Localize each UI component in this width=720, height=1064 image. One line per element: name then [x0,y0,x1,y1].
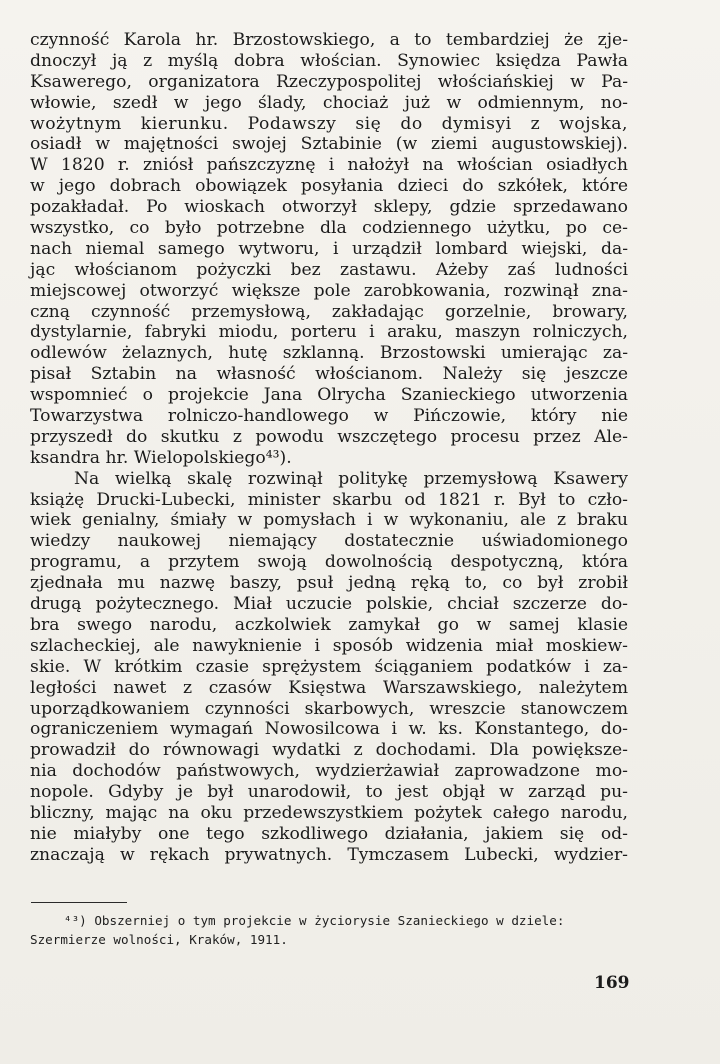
text-line: ograniczeniem wymagań Nowosilcowa i w. ks. Konstantego, do- [30,719,628,740]
text-line: w jego dobrach obowiązek posyłania dzieci do szkółek, które [30,176,628,197]
page-number: 169 [594,973,630,993]
text-line: bra swego narodu, aczkolwiek zamykał go w samej klasie [30,614,628,635]
text-line: ksandra hr. Wielopolskiego⁴³). [30,447,292,468]
text-line: wszystko, co było potrzebne dla codziennego użytku, po ce- [30,218,628,239]
text-line: W 1820 r. zniósł pańszczyznę i nałożył na włościan osiadłych [30,155,628,176]
text-line: nie miałyby one tego szkodliwego działania, jakiem się od- [30,823,628,844]
text-line: pisał Sztabin na własność włościanom. Należy się jeszcze [30,364,628,385]
text-line: miejscowej otworzyć większe pole zarobkowania, rozwinął zna- [30,280,628,301]
text-line: znaczają w rękach prywatnych. Tymczasem Lubecki, wydzier- [30,844,628,865]
text-line: skie. W krótkim czasie sprężystem ściąganiem podatków i za- [30,656,628,677]
text-line: wiek genialny, śmiały w pomysłach i w wykonaniu, ale z braku [30,510,628,531]
text-line: czną czynność przemysłową, zakładając gorzelnie, browary, [30,301,628,322]
footnote [30,911,650,949]
text-line: wspomnieć o projekcie Jana Olrycha Szanieckiego utworzenia [30,385,628,406]
text-line: zjednała mu nazwę baszy, psuł jedną ręką to, co był zrobił [30,573,628,594]
text-line: drugą pożytecznego. Miał uczucie polskie, chciał szczerze do- [30,594,628,615]
text-line: osiadł w majętności swojej Sztabinie (w ziemi augustowskiej). [30,134,628,155]
text-line: książę Drucki-Lubecki, minister skarbu od 1821 r. Był to czło- [30,489,628,510]
text-line: czynność Karola hr. Brzostowskiego, a to tembardziej że zje- [30,30,628,50]
footnote-line: Szermierze wolności, Kraków, 1911. [30,932,288,947]
text-line: Ksawerego, organizatora Rzeczypospolitej włościańskiej w Pa- [30,71,628,92]
text-line: programu, a przytem swoją dowolnością despotyczną, która [30,552,628,573]
text-line: ległości nawet z czasów Księstwa Warszawskiego, należytem [30,677,628,698]
text-line: przyszedł do skutku z powodu wszczętego procesu przez Ale- [30,426,628,447]
text-line: bliczny, mając na oku przedewszystkiem pożytek całego narodu, [30,802,628,823]
text-line: dnoczył ją z myślą dobra włościan. Synowiec księdza Pawła [30,50,628,71]
text-line: nach niemal samego wytworu, i urządził lombard wiejski, da- [30,238,628,259]
text-line: Na wielką skalę rozwinął politykę przemysłową Ksawery [74,468,628,489]
text-line: nia dochodów państwowych, wydzierżawiał zaprowadzone mo- [30,761,628,782]
text-line: wiedzy naukowej niemający dostatecznie uświadomionego [30,531,628,552]
text-line: wożytnym kierunku. Podawszy się do dymisyi z wojska, [30,113,628,134]
text-line: dystylarnie, fabryki miodu, porteru i araku, maszyn rolniczych, [30,322,628,343]
text-line: nopole. Gdyby je był unarodowił, to jest objął w zarząd pu- [30,782,628,803]
text-line: pozakładał. Po wioskach otworzył sklepy, gdzie sprzedawano [30,197,628,218]
main-text [30,30,628,866]
text-line: uporządkowaniem czynności skarbowych, wreszcie stanowczem [30,698,628,719]
text-line: prowadził do równowagi wydatki z dochodami. Dla powiększe- [30,740,628,761]
footnote-divider [31,902,127,903]
text-line: Towarzystwa rolniczo-handlowego w Pińczowie, który nie [30,406,628,427]
text-line: odlewów żelaznych, hutę szklanną. Brzostowski umierając za- [30,343,628,364]
text-line: szlacheckiej, ale nawyknienie i sposób widzenia miał moskiew- [30,635,628,656]
text-line: jąc włościanom pożyczki bez zastawu. Ażeby zaś ludności [30,259,628,280]
footnote-line: ⁴³) Obszerniej o tym projekcie w życiorysie Szanieckiego w dziele: [64,913,565,928]
text-line: włowie, szedł w jego ślady, chociaż już w odmiennym, no- [30,92,628,113]
